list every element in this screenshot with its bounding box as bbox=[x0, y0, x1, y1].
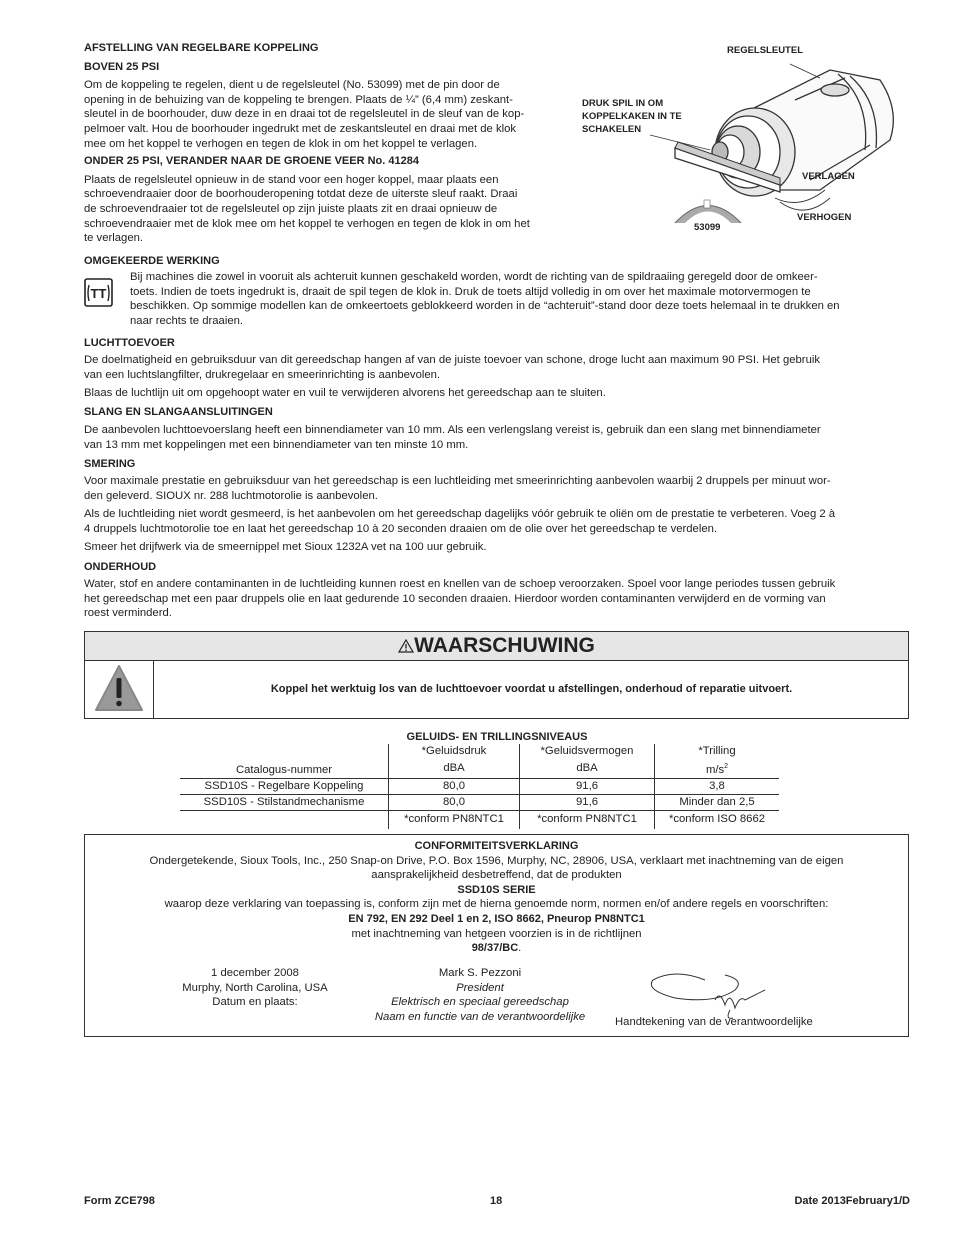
hose-text: De aanbevolen luchttoevoerslang heeft een binnendiameter van 10 mm. Als een verlengslang vereist is, gebruik dan een slang met binnendiameter van 13 mm met koppelingen met een binnendiameter van ten minste 10 mm. bbox=[84, 424, 821, 451]
adjust-sub2: ONDER 25 PSI, VERANDER NAAR DE GROENE VEER No. 41284 bbox=[84, 155, 419, 168]
conformity-series: SSD10S SERIE bbox=[457, 883, 536, 896]
adjust-text1: Om de koppeling te regelen, dient u de regelsleutel (No. 53099) met de pin door de opening in de behuizing van de koppeling te brengen. Plaats de ¼” (6,4 mm) zeskant- sleutel in de boorhouder, duw deze in en draai tot de regelsleutel in de sleuf van de kop- pelmoer valt. Hou de boorhouder ingedrukt met de zeskantsleutel en draai met de klok mee om het koppel te verhogen en tegen de klok in om het koppel te verlagen. bbox=[84, 79, 525, 150]
reverse-heading: OMGEKEERDE WERKING bbox=[84, 255, 220, 267]
table-row: SSD10S - Stilstandmechanisme 80,0 91,6 Minder dan 2,5 bbox=[180, 794, 779, 810]
maint-text: Water, stof en andere contaminanten in de luchtleiding kunnen roest en knellen van de schoep veroorzaken. Spoel voor lange periodes tussen gebruik het gereedschap met een paar druppels olie en laat gedurende 10 seconden draaien. Hierdoor worden contaminanten verwijderd en de vorming van roest verminderd. bbox=[84, 578, 836, 620]
maint-heading: ONDERHOUD bbox=[84, 561, 157, 573]
warning-header bbox=[85, 632, 908, 661]
footer-date: Date 2013February1/D bbox=[794, 1195, 910, 1207]
warning-triangle-icon bbox=[398, 639, 414, 653]
warning-title: WAARSCHUWING bbox=[414, 634, 595, 657]
reverse-icon bbox=[84, 271, 112, 313]
hose-heading: SLANG EN SLANGAANSLUITINGEN bbox=[84, 406, 273, 418]
sound-header-row: Catalogus-nummer *Geluidsdruk *Geluidsvermogen *Trilling bbox=[180, 744, 779, 759]
sound-unit-row: dBA dBA $m/s^2$ bbox=[180, 759, 779, 778]
sound-table bbox=[180, 744, 779, 829]
date-place: 1 december 2008 Murphy, North Carolina, USA Datum en plaats: bbox=[182, 967, 328, 1009]
clutch-adjust-figure bbox=[580, 40, 910, 240]
svg-text:TT: TT bbox=[90, 286, 107, 301]
signer-block: Mark S. Pezzoni President Elektrisch en speciaal gereedschap Naam en functie van de verantwoordelijke bbox=[374, 967, 586, 1023]
adjust-text2: Plaats de regelsleutel opnieuw in de stand voor een hoger koppel, maar plaats een schroevendraaier door de boorhouderopening totdat deze de uiterste sleuf raakt. Draai de schroevendraaier tot de regelsleutel op zijn juiste plaats zit en draai opnieuw de schroevendraaier met de klok mee om het koppel te verhogen en tegen de klok in om het te verlagen. bbox=[84, 173, 530, 245]
sound-title: GELUIDS- EN TRILLINGSNIVEAUS bbox=[406, 731, 588, 743]
adjust-sub1: BOVEN 25 PSI bbox=[84, 60, 160, 73]
label-verhogen: VERHOGEN bbox=[797, 212, 852, 223]
exclamation-triangle-icon bbox=[85, 661, 153, 718]
table-row: SSD10S - Regelbare Koppeling 80,0 91,6 3,8 bbox=[180, 778, 779, 794]
label-spindle: DRUK SPIL IN OM KOPPELKAKEN IN TE SCHAKELEN bbox=[582, 98, 682, 135]
conformity-box: CONFORMITEITSVERKLARING Ondergetekende, Sioux Tools, Inc., 250 Snap-on Drive, P.O. Box 1596, Murphy, NC, 28906, USA, verklaart met inachtneming van de eigen aansprakelijkheid desbetreffend, dat de produkten SSD10S SERIE waarop deze verklaring van toepassing is, conform zijn met de hierna genoemde norm, normen en/of andere regels en voorschriften: EN 792, EN 292 Deel 1 en 2, ISO 8662, Pneurop PN8NTC1 met inachtneming van hetgeen voorzien is in de richtlijnen 98/37/BC. 1 december 2008 Murphy, North Carolina, USA Datum en plaats: Mark S. Pezzoni President Elektrisch en speciaal gereedschap Naam en functie van de verantwoordelijke Handtekening van de verantwoordelijke bbox=[84, 834, 909, 1037]
footer-form: Form ZCE798 bbox=[84, 1195, 155, 1207]
sound-foot-row: *conform PN8NTC1 *conform PN8NTC1 *conform ISO 8662 bbox=[180, 810, 779, 829]
label-part-number: 53099 bbox=[694, 222, 721, 233]
conformity-directive: 98/37/BC bbox=[471, 942, 519, 955]
reverse-text: Bij machines die zowel in vooruit als achteruit kunnen geschakeld worden, wordt de richting van de spildraaiing geregeld door de omkeer- toets. Indien de toets ingedrukt is, draait de spil tegen de klok in. Druk de toets altijd volledig in om over het maximale motorvermogen te beschikken. Op sommige modellen kan de omkeertoets geblokkeerd worden in de “achteruit”-stand door deze toets helemaal in te drukken en naar rechts te draaien. bbox=[130, 271, 840, 327]
col-catalog: Catalogus-nummer bbox=[235, 763, 333, 776]
conformity-norms: EN 792, EN 292 Deel 1 en 2, ISO 8662, Pneurop PN8NTC1 bbox=[348, 912, 645, 925]
footer-page: 18 bbox=[490, 1195, 503, 1207]
label-regelsleutel: REGELSLEUTEL bbox=[727, 45, 804, 56]
lube-heading: SMERING bbox=[84, 458, 136, 470]
conformity-title: CONFORMITEITSVERKLARING bbox=[414, 840, 579, 852]
lube-text: Voor maximale prestatie en gebruiksduur van het gereedschap is een luchtleiding met smeerinrichting aanbevolen waarbij 2 druppels per minuut wor- den geleverd. SIOUX nr. 288 luchtmotorolie is aanbevolen. Als de luchtleiding niet wordt gesmeerd, is het aanbevolen om het gereedschap dagelijks vóór gebruik te oliën om de prestatie te verbeteren. Voeg 2 à 4 druppels luchtmotorolie toe en laat het gereedschap 10 à 20 seconden draaien om de olie over het gereedschap te verdelen. Smeer het drijfwerk via de smeernippel met Sioux 1232A vet na 100 uur gebruik. bbox=[84, 475, 836, 554]
adjust-heading: AFSTELLING VAN REGELBARE KOPPELING bbox=[84, 42, 319, 54]
clutch-drawing bbox=[580, 40, 910, 240]
air-text: De doelmatigheid en gebruiksduur van dit gereedschap hangen af van de juiste toevoer van schone, droge lucht aan maximum 90 PSI. Het gebruik van een luchtslangfilter, drukregelaar en smeerinrichting is aanbevolen. Blaas de luchtlijn uit om opgehoopt water en vuil te verwijderen alvorens het gereedschap aan te sluiten. bbox=[84, 354, 821, 400]
signature-label: Handtekening van de verantwoordelijke bbox=[615, 1016, 813, 1028]
air-heading: LUCHTTOEVOER bbox=[84, 337, 175, 349]
warning-box bbox=[84, 631, 909, 719]
label-verlagen: VERLAGEN bbox=[802, 171, 855, 182]
adjust-section bbox=[84, 41, 579, 246]
warning-symbol bbox=[85, 661, 154, 718]
warning-text: Koppel het werktuig los van de luchttoevoer voordat u afstellingen, onderhoud of reparatie uitvoert. bbox=[270, 683, 793, 695]
